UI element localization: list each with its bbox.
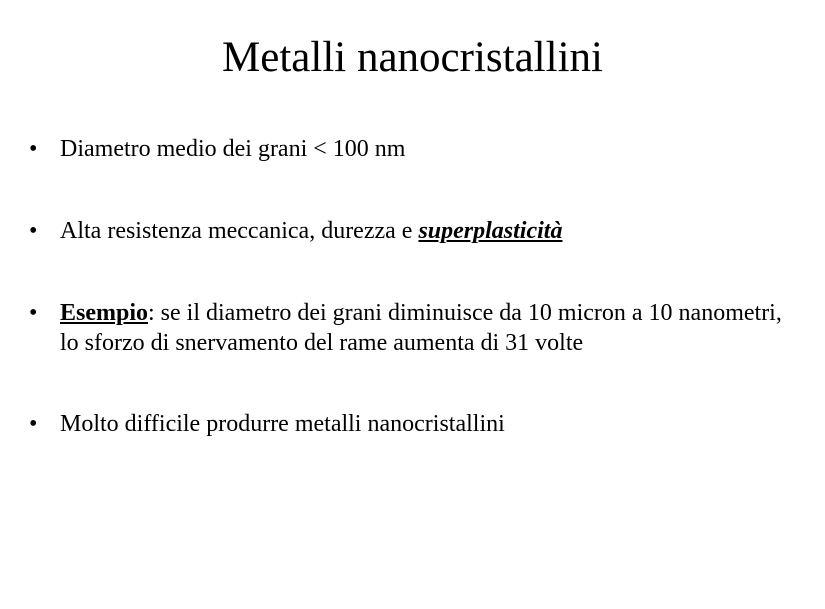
bullet-dot-icon: • xyxy=(29,300,38,326)
bullet-dot-icon: • xyxy=(29,136,38,162)
bullet-dot-icon: • xyxy=(29,411,38,437)
slide-title: Metalli nanocristallini xyxy=(222,34,603,81)
example-label: Esempio xyxy=(60,300,149,326)
bullet-text: Molto difficile produrre metalli nanocristallini xyxy=(60,411,505,437)
bullet-text-plain: Alta resistenza meccanica, durezza e xyxy=(60,218,419,244)
bullet-dot-icon: • xyxy=(29,218,38,244)
emphasis-superplasticity: superplasticità xyxy=(418,218,563,244)
bullet-text xyxy=(60,298,805,358)
example-body: : se il diametro dei grani diminuisce da 10 micron a 10 nanometri, lo sforzo di snervamento del rame aumenta di 31 volte xyxy=(60,300,782,356)
bullet-text: Diametro medio dei grani < 100 nm xyxy=(60,136,406,162)
bullet-text xyxy=(60,216,805,246)
